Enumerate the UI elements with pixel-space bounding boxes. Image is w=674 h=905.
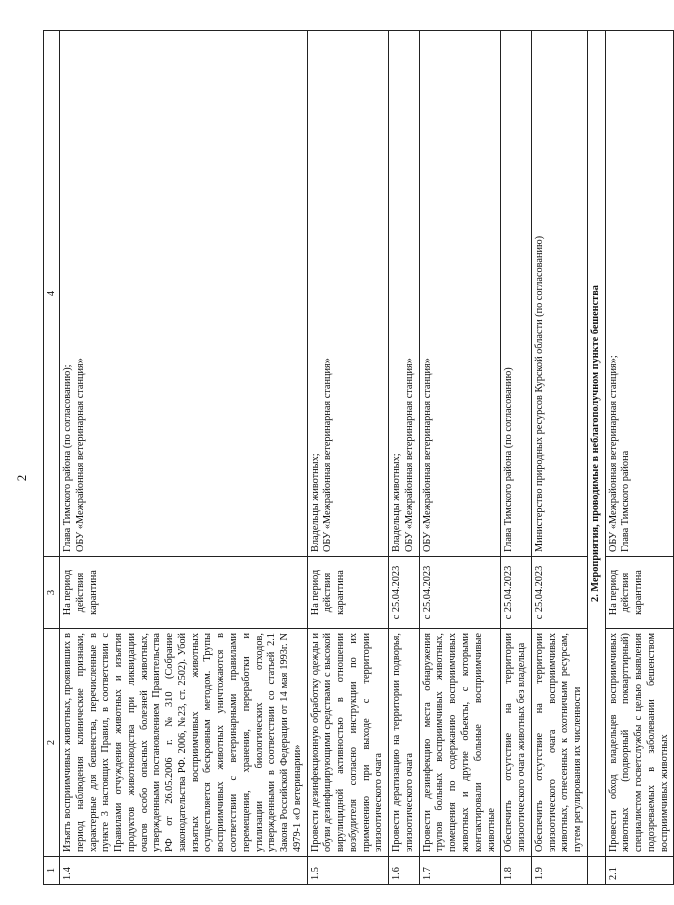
section-row — [587, 31, 605, 885]
header-col-1: 1 — [44, 857, 60, 885]
responsible-line: ОБУ «Межрайонная ветеринарная станция» — [74, 358, 86, 552]
row-responsible — [419, 31, 501, 557]
row-number: 1.5 — [307, 857, 389, 885]
header-col-4: 4 — [44, 31, 60, 557]
row-period: с 25.04.2023 — [389, 557, 420, 629]
row-responsible — [389, 31, 420, 557]
row-action: Обеспечить отсутствие на территории эпизоотического очага восприимчивых животных, отнесенных к охотничьим ресурсам, путем регулирования их численности — [531, 629, 587, 857]
table-row — [307, 31, 389, 885]
measures-table — [43, 30, 674, 885]
table-row — [60, 31, 308, 885]
row-responsible — [60, 31, 308, 557]
row-number: 1.4 — [60, 857, 308, 885]
header-col-3: 3 — [44, 557, 60, 629]
responsible-line: Владельцы животных; — [309, 453, 321, 552]
section-spacer — [587, 857, 605, 885]
table-row — [501, 31, 532, 885]
row-action: Провести дератизацию на территории подворья, эпизоотического очага — [389, 629, 420, 857]
row-responsible — [531, 31, 587, 557]
row-action: Провести дезинфекцию места обнаружения трупов больных восприимчивых животных, помещения по содержанию восприимчивых животных и другие объекты, с которыми контактировали больные восприимчивые животные — [419, 629, 501, 857]
responsible-line: Владельцы животных; — [391, 453, 403, 552]
row-responsible — [307, 31, 389, 557]
rotated-table-page — [43, 30, 670, 885]
row-period: с 25.04.2023 — [419, 557, 501, 629]
row-action: Провести обход владельцев восприимчивых животных (подворный покварттирный) специалистом госветслужбы с целью выявления подозреваемых в заболевании бешенством восприимчивых животных — [605, 629, 674, 857]
row-period: На период действия карантина — [307, 557, 389, 629]
row-period: На период действия карантина — [605, 557, 674, 629]
row-number: 1.6 — [389, 857, 420, 885]
row-number: 1.8 — [501, 857, 532, 885]
row-action: Обеспечить отсутствие на территории эпизоотического очага животных без владельца — [501, 629, 532, 857]
row-period: На период действия карантина — [60, 557, 308, 629]
table-row — [605, 31, 674, 885]
responsible-line: ОБУ «Межрайонная ветеринарная станция» — [421, 358, 433, 552]
table-row — [389, 31, 420, 885]
page-number: 2 — [14, 474, 29, 482]
row-number: 1.7 — [419, 857, 501, 885]
responsible-line: ОБУ «Межрайонная ветеринарная станция» — [403, 358, 415, 552]
row-action: Изъять восприимчивых животных, проявивших в период наблюдения клинические признаки, характерные для бешенства, перечисленные в пункте 3 настоящих Правил, в соответствии с Правилами отчуждения животных и изъятия продуктов животноводства при ликвидации очагов особо опасных болезней животных, утвержденными постановлением Правительства РФ от 26.05.2006 г. №310 (Собрание законодательства РФ. 2006, №23, ст. 2502). Убой изъятых восприимчивых животных осуществляется бескровным методом. Трупы восприимчивых животных уничтожаются в соответствии с ветеринарными правилами перемещения, хранения, переработки и утилизации биологических отходов, утвержденными в соответствии со статьей 2.1 Закона Российской Федерации от 14 мая 1993г. N 4979-1 «О ветеринарии» — [60, 629, 308, 857]
responsible-line: Глава Тимского района (по согласованию); — [62, 364, 74, 552]
row-responsible — [605, 31, 674, 557]
responsible-line: Глава Тимского района (по согласованию) — [503, 367, 515, 552]
row-responsible — [501, 31, 532, 557]
row-number: 2.1 — [605, 857, 674, 885]
responsible-line: ОБУ «Межрайонная ветеринарная станция»; — [607, 355, 619, 552]
table-row — [531, 31, 587, 885]
responsible-line: ОБУ «Межрайонная ветеринарная станция» — [322, 358, 334, 552]
header-row — [44, 31, 60, 885]
header-col-2: 2 — [44, 629, 60, 857]
row-number: 1.9 — [531, 857, 587, 885]
table-row — [419, 31, 501, 885]
section-title: 2. Мероприятия, проводимые в неблагополучном пункте бешенства — [587, 31, 605, 857]
responsible-line: Глава Тимского района — [620, 450, 632, 552]
row-action: Провести дезинфекционную обработку одежды и обуви дезинфицирующими средствами с высокой вирулицидной активностью в отношении возбудителя согласно инструкции по их применению при выходе с территории эпизоотического очага — [307, 629, 389, 857]
responsible-line: Министерство природных ресурсов Курской области (по согласованию) — [533, 235, 545, 552]
row-period: с 25.04.2023 — [531, 557, 587, 629]
row-period: с 25.04.2023 — [501, 557, 532, 629]
